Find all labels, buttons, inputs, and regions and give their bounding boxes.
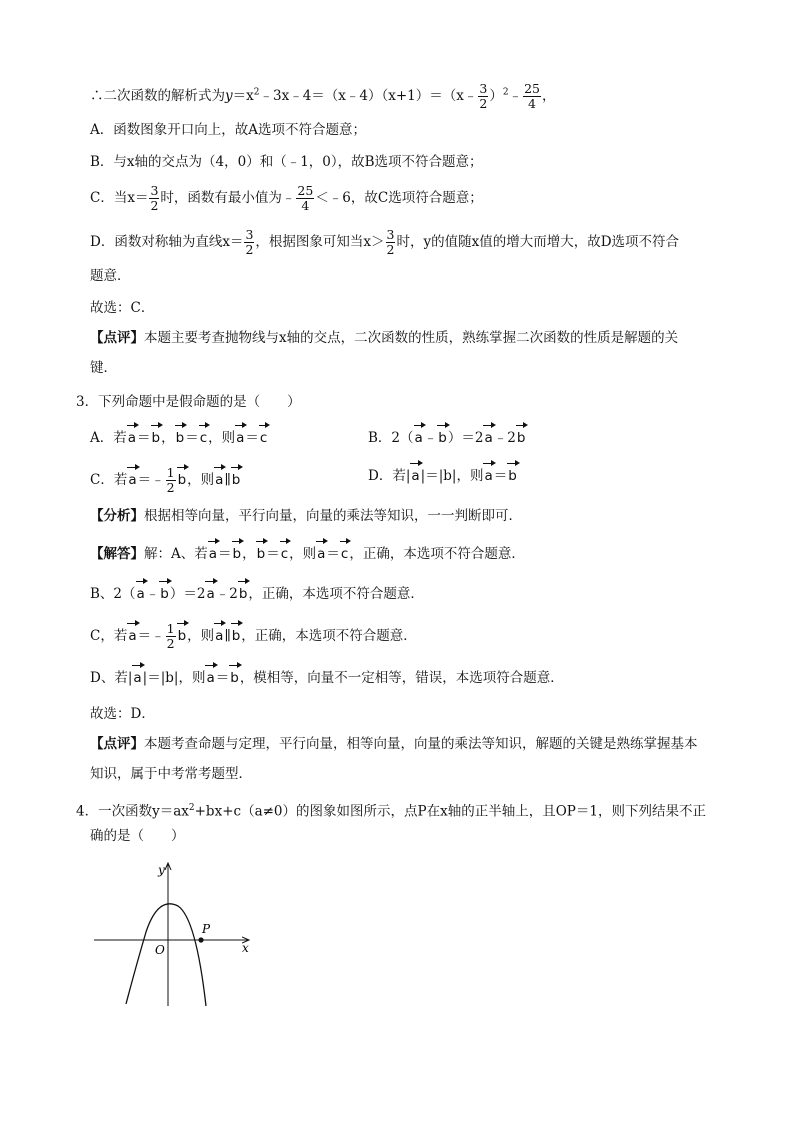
denominator: 2 <box>166 636 175 651</box>
parabola-curve <box>126 904 206 1006</box>
vector-b: b <box>177 472 187 488</box>
numerator: 25 <box>524 81 540 96</box>
q3-choice: 故选：D． <box>90 706 155 722</box>
text: y <box>225 88 233 104</box>
numerator: 3 <box>479 81 488 96</box>
numerator: 3 <box>150 183 159 198</box>
text: ＝x <box>232 88 254 104</box>
text: ， <box>541 88 556 104</box>
denominator: 2 <box>166 480 175 495</box>
q3-option-d <box>368 466 518 486</box>
text: ，则 <box>208 430 236 446</box>
text: ，正确，本选项不符合题意． <box>349 546 525 562</box>
text: ，模相等，向量不一定相等，错误，本选项符合题意． <box>239 670 564 686</box>
vector-a: a <box>317 546 326 562</box>
fraction <box>166 466 176 495</box>
text: C．当x＝ <box>90 190 149 206</box>
solution-choice: 故选：C． <box>90 300 155 316</box>
text: ） <box>489 88 503 104</box>
text: ＝ <box>326 546 340 562</box>
text: 4．一次函数y＝ax <box>76 803 189 820</box>
vector-c: c <box>280 546 289 562</box>
review-line-1 <box>90 328 678 348</box>
vector-a: a <box>127 430 137 446</box>
vector-c: c <box>340 546 349 562</box>
fraction <box>296 184 314 213</box>
vector-a: a <box>414 430 423 446</box>
vector-a: a <box>206 586 215 602</box>
point-p-label: P <box>202 922 211 936</box>
text: ﹣3x﹣4＝（x﹣4）（x+1）＝（x﹣ <box>259 88 478 104</box>
denominator: 2 <box>245 242 254 257</box>
text: 时，y的值随x值的增大而增大，故D选项不符合 <box>396 234 680 250</box>
solution-option-d-cont: 题意． <box>90 268 131 284</box>
vector-b: b <box>231 472 241 488</box>
text: ）＝2 <box>447 430 484 446</box>
fraction <box>149 184 159 213</box>
vector-b: b <box>508 468 517 484</box>
review-tag: 【点评】 <box>90 330 144 346</box>
text: D．函数对称轴为直线x＝ <box>90 234 244 250</box>
q3-answer-a <box>90 544 525 564</box>
text: 本题主要考查抛物线与x轴的交点，二次函数的性质，熟练掌握二次函数的性质是解题的关 <box>144 330 679 346</box>
vector-a: a <box>208 546 218 562</box>
question-4-stem-2: 确的是（ ） <box>90 828 185 844</box>
text: ，则 <box>187 472 215 488</box>
denominator: 2 <box>386 242 395 257</box>
vector-b: b <box>438 430 447 446</box>
text: 解：A、若 <box>144 546 208 562</box>
superscript: 2 <box>253 87 260 98</box>
vector-b: b <box>230 670 239 686</box>
q3-option-b <box>368 428 526 448</box>
text: B、2（ <box>90 586 136 602</box>
point-p <box>198 937 203 942</box>
vector-b: b <box>175 430 185 446</box>
text: ， <box>242 546 256 562</box>
q3-answer-d <box>90 668 564 688</box>
text: A．若 <box>90 430 127 446</box>
parabola-graph <box>88 856 268 1016</box>
vector-b: b <box>232 546 242 562</box>
denominator: 4 <box>528 96 536 111</box>
question-3-stem: 3．下列命题中是假命题的是（ ） <box>76 394 301 410</box>
vector-a: a <box>128 472 137 488</box>
text: ﹣2 <box>215 586 238 602</box>
vector-b: b <box>177 628 187 644</box>
text: C，若 <box>90 628 128 644</box>
vector-b: b <box>160 586 169 602</box>
fraction <box>523 82 541 111</box>
fraction <box>166 622 176 651</box>
text: ）＝2 <box>169 586 206 602</box>
solution-formula-line <box>90 82 555 111</box>
vector-c: c <box>199 430 208 446</box>
text: 时，函数有最小值为﹣ <box>160 190 296 206</box>
text: ＝ <box>245 430 259 446</box>
q3-answer-c <box>90 622 417 651</box>
numerator: 1 <box>166 621 175 636</box>
text: ﹣ <box>508 88 523 104</box>
q3-option-a <box>90 428 268 448</box>
analysis-tag: 【分析】 <box>90 508 144 524</box>
text: +bx+c（a≠0）的图象如图所示，点P在x轴的正半轴上，且OP＝1，则下列结果不正 <box>194 803 706 820</box>
y-axis-label: y <box>158 863 165 877</box>
review-line-2: 键． <box>90 360 117 376</box>
text: 本题考查命题与定理，平行向量，相等向量，向量的乘法等知识，解题的关键是熟练掌握基本 <box>144 736 698 752</box>
vector-a: a <box>136 586 145 602</box>
text: ＝ <box>218 546 232 562</box>
text: 根据相等向量，平行向量，向量的乘法等知识，一一判断即可． <box>144 508 522 524</box>
vector-a: a <box>133 670 142 686</box>
x-axis-label: x <box>242 941 249 955</box>
text: ∥ <box>224 472 231 488</box>
text: ＝﹣ <box>137 472 165 488</box>
answer-tag: 【解答】 <box>90 546 144 562</box>
vector-c: c <box>259 430 268 446</box>
text: ，则 <box>289 546 317 562</box>
text: |＝|b|，则 <box>142 670 206 686</box>
q3-review-line-1 <box>90 734 698 754</box>
text: ，则 <box>187 628 215 644</box>
denominator: 4 <box>301 198 310 213</box>
text: C．若 <box>90 472 128 488</box>
fraction <box>244 228 254 257</box>
text: |＝|b|，则 <box>420 468 484 484</box>
text: ∥ <box>224 628 231 644</box>
vector-b: b <box>256 546 266 562</box>
vector-a: a <box>206 670 215 686</box>
vector-a: a <box>128 628 137 644</box>
text: ﹣ <box>145 586 160 602</box>
text: ，正确，本选项不符合题意． <box>248 586 424 602</box>
superscript: 2 <box>502 87 509 98</box>
vector-a: a <box>484 430 493 446</box>
fraction <box>386 228 396 257</box>
solution-option-a: A．函数图象开口向上，故A选项不符合题意； <box>90 122 366 138</box>
solution-option-d <box>90 228 679 257</box>
text: D、若| <box>90 670 133 686</box>
fraction <box>478 82 488 111</box>
numerator: 3 <box>245 227 254 242</box>
text: ，根据图象可知当x＞ <box>255 234 385 250</box>
text: ＝﹣ <box>137 628 165 644</box>
q3-option-c <box>90 466 241 495</box>
text: ＝ <box>185 430 199 446</box>
solution-option-c <box>90 184 483 213</box>
text: ＝ <box>137 430 151 446</box>
question-4-stem-1 <box>76 798 706 822</box>
numerator: 3 <box>386 227 395 242</box>
vector-a: a <box>236 430 245 446</box>
vector-b: b <box>231 628 241 644</box>
solution-option-b: B．与x轴的交点为（4，0）和（﹣1，0），故B选项不符合题意； <box>90 154 483 170</box>
text: ，正确，本选项不符合题意． <box>241 628 417 644</box>
denominator: 2 <box>479 96 488 111</box>
text: ﹣2 <box>493 430 516 446</box>
vector-a: a <box>215 628 224 644</box>
numerator: 25 <box>297 183 314 198</box>
text: ＝ <box>266 546 280 562</box>
text: ﹣ <box>423 430 438 446</box>
vector-b: b <box>238 586 248 602</box>
vector-a: a <box>484 468 493 484</box>
review-tag: 【点评】 <box>90 736 144 752</box>
vector-b: b <box>516 430 526 446</box>
q3-analysis <box>90 506 522 526</box>
text: ∴二次函数的解析式为 <box>90 88 225 104</box>
q3-review-line-2: 知识，属于中考常考题型． <box>90 766 252 782</box>
superscript: 2 <box>188 803 195 813</box>
numerator: 1 <box>166 465 175 480</box>
vector-b: b <box>151 430 161 446</box>
text: ， <box>161 430 175 446</box>
text: D．若| <box>368 468 411 484</box>
vector-a: a <box>215 472 224 488</box>
denominator: 2 <box>150 198 159 213</box>
origin-label: O <box>155 943 165 957</box>
text: B．2（ <box>368 430 414 446</box>
text: ＝ <box>215 670 230 686</box>
q3-answer-b <box>90 584 424 604</box>
text: ＝ <box>493 468 508 484</box>
text: ＜﹣6，故C选项符合题意； <box>315 190 483 206</box>
vector-a: a <box>411 468 420 484</box>
